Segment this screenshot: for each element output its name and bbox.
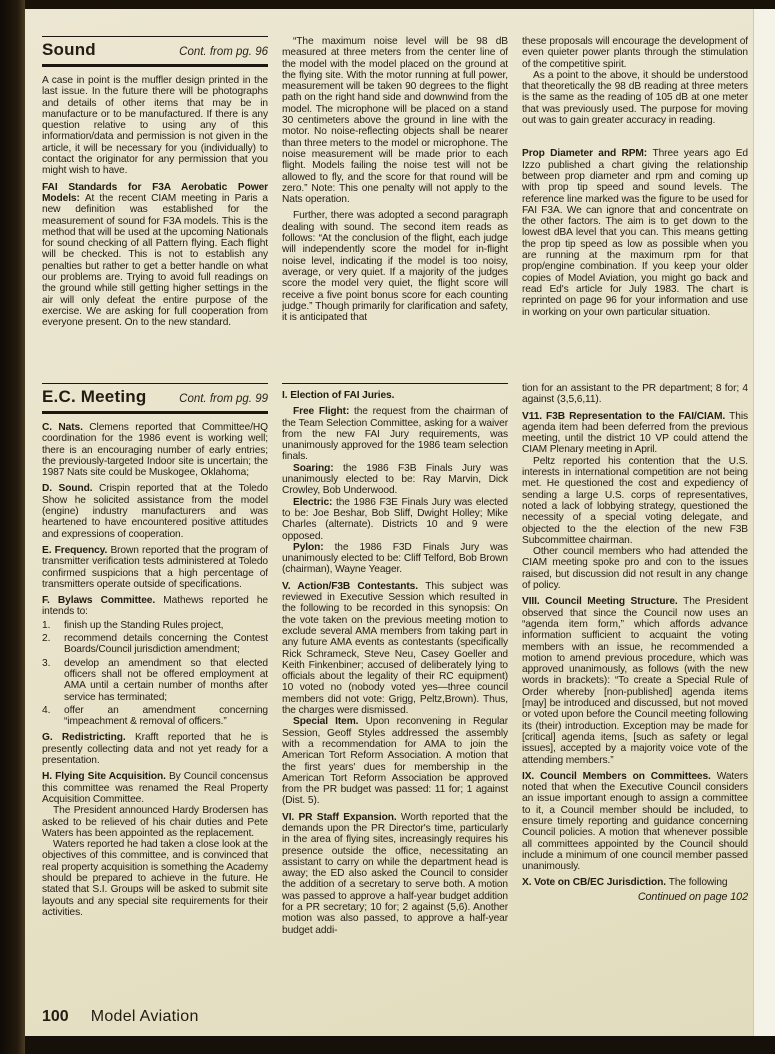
paragraph [282,390,508,401]
paragraph-lead: I. Election of FAI Juries. [282,390,395,401]
section-divider-rule [282,383,508,384]
paragraph-lead: G. Redistricting. [42,732,135,744]
paragraph: D. Sound. Crispin reported that at the Toledo Show he solicited assistance from the model (engine) industry manufacturers and was heartened to have encountered positive attitudes and expressions of cooperation. [42,483,268,540]
paragraph: Pylon: the 1986 F3D Finals Jury was unanimously elected to be: Cliff Telford, Bob Brown (chairman), Wayne Yeager. [282,541,508,576]
paragraph-lead: Electric: [293,496,336,508]
header-rule-bottom [42,64,268,67]
paragraph: “The maximum noise level will be 98 dB measured at three meters from the center line of the model with the model placed on the ground at the flying site. With the motor running at full power, measurement will be taken 90 degrees to the flight path on the right hand side and downwind from the model. The microphone will be placed on a stand 30 centimeters above the ground in line with the motor. No noise-reflecting objects shall be nearer than three meters to the model or microphone. The noise measurement will be made prior to each flight. Models failing the noise test will not be allowed to fly, and the score for that round will be zero.” Note: This one penalty will not apply to the Nats operation. [282,36,508,206]
list-item-number: 3. [42,657,51,669]
section-sound [42,36,748,383]
list-item [42,620,268,631]
magazine-title: Model Aviation [90,1008,199,1025]
paragraph: IX. Council Members on Committees. Waters noted that when the Executive Council considers an issue important enough to assign a committee to it, a Council member should be included, to ensure timely reporting and guidance concerning Council policies. A motion that whenever possible all committees appointed by the Council should include a minimum of one council member passed unanimously. [522,770,748,873]
paragraph: Free Flight: the request from the chairman of the Team Selection Committee, asking for a waiver from the new FAI Jury requirements, was unanimously approved for the 1986 team selection finals. [282,406,508,463]
list-item-text: finish up the Standing Rules project, [64,619,224,631]
paragraph-lead: Pylon: [293,541,335,553]
paragraph: X. Vote on CB/EC Jurisdiction. The following [522,877,728,889]
paragraph: V. Action/F3B Contestants. This subject was reviewed in Executive Session which resulted in the following to be recorded in this synopsis: On the vote taken on the previous meeting motion to exclude several AMA members from taking part in any future AMA events as contestants (specifically Rick Schrameck, Steve Neu, Casey Goeller and Keith Finkenbiner; accused of deliberately lying to officials about the legality of their RC equipment) 10 voted no (nobody voted yes—three council members did not vote: Grigg, Peltz,Brown). Thus, the charges were dismissed. [282,580,508,717]
paragraph-lead: Free Flight: [293,406,354,418]
paragraph-lead: IX. Council Members on Committees. [522,770,717,782]
list-item-number: 1. [42,619,51,631]
section-header-sound [42,36,268,67]
paragraph-lead: C. Nats. [42,422,90,433]
sound-column-3 [522,36,748,383]
section-title: E.C. Meeting [42,387,147,406]
list-item-number: 4. [42,704,51,716]
scan-edge-right [753,9,775,1036]
paragraph: Prop Diameter and RPM: Three years ago Ed Izzo published a chart giving the relationship between prop diameter and rpm and coming up with prop tip speed and sound levels. The reference line marked was the figure to be used for FAI F3A. We can ignore that and concentrate on the other factors. The aim is to get down to the lowest dBA level that you can. This means getting the prop tip speed as low as possible when you are running at the maximum rpm for that prop/engine combination. If you keep your older copies of Model Aviation, you might go back and read Ed's article for July 1983. The chart is reprinted on page 96 for your information and use in working on your own particular situation. [522,148,748,318]
paragraph-lead: FAI Standards for F3A Aerobatic Power Models: [42,181,268,204]
paragraph: tion for an assistant to the PR department; 8 for; 4 against (3,5,6,11). [522,383,748,406]
list-item [42,705,268,728]
sound-column-1 [42,36,268,383]
paragraph: these proposals will encourage the development of even quieter power plants through the stimulation of the competitive spirit. [522,36,748,70]
header-row [42,384,268,411]
list-item-text: offer an amendment concerning “impeachment & removal of officers.” [64,704,268,728]
paragraph: The President announced Hardy Brodersen has asked to be relieved of his chair duties and Pete Waters has been appointed as the replacement. [42,805,268,839]
paragraph-lead: E. Frequency. [42,544,111,556]
paragraph: Further, there was adopted a second paragraph dealing with sound. The second item reads as follows: “At the conclusion of the flight, each judge will independently score the model for in-flight noise level, indicating if the model is too noisy, average, or very quiet. If a majority of the judges score the model very quiet, the flight score will receive a five point bonus score for each counting judge.” Though primarily for clarification and safety, it is anticipated that [282,210,508,324]
section-continuation: Cont. from pg. 96 [179,46,268,58]
paragraph: Waters reported he had taken a close look at the objectives of this committee, and is convinced that real property acquisition is something the Academy should be prepared to achieve in the future. He stated that S.I. Groups will be asked to submit site layouts and any special site requirements for their activities. [42,839,268,918]
scan-edge-top [0,0,775,9]
paragraph-lead: Special Item. [293,716,366,728]
paragraph: Soaring: the 1986 F3B Finals Jury was unanimously elected to be: Ray Marvin, Dick Crowley, Bob Underwood. [282,462,508,497]
paragraph: VIII. Council Meeting Structure. The President observed that since the Council now uses an “agenda item form,” which affords advance information sufficient to acquaint the voting members with an issue, he recommended a motion to amend previous procedure, which was approved unanimously, as follows (with the new words in brackets): “To create a Special Rule of Order whereby [non-published] agenda items [may] be introduced and discussed, but not moved or voted upon before the Council meeting following its (their) introduction. Exception may be made for [critical] agenda items, [such as safety or legal issues], accepted by a majority voice vote of the attending members.” [522,596,748,766]
section-header-ec-meeting [42,383,268,414]
paragraph-lead: V11. F3B Representation to the FAI/CIAM. [522,410,730,422]
list-item-text: recommend details concerning the Contest Boards/Council jurisdiction amendment; [64,633,268,656]
list-item-text: develop an amendment so that elected officers shall not be offered employment at AMA until a certain number of months after service has terminated; [64,657,268,703]
ec-meeting-column-1 [42,383,268,1010]
paragraph: Special Item. Upon reconvening in Regular Session, Geoff Styles addressed the assembly with a recommendation for AMA to join the American Tort Reform Association. A motion that the first years' dues for membership in the American Tort Reform Association be approved from the PR budget was passed: 11 for; 1 against (Dist. 5). [282,716,508,807]
paragraph: G. Redistricting. Krafft reported that he is presently collecting data and not yet ready for a presentation. [42,732,268,767]
paragraph: Other council members who had attended the CIAM meeting spoke pro and con to the issues raised, but discussion did not result in any change of policy. [522,546,748,592]
list-item [42,658,268,703]
scan-edge-bottom [0,1036,775,1054]
ec-meeting-column-2 [282,383,508,1010]
page-footer [42,1008,199,1026]
section-title: Sound [42,40,96,59]
paragraph: FAI Standards for F3A Aerobatic Power Models: At the recent CIAM meeting in Paris a new definition was established for the measurement of sound for F3A models. This is the method that will be used at the upcoming Nationals for sound checking of all Pattern flying. Each flight will be checked. This is not to establish any penalties but rather to get a better handle on what our problems are. Trying to avoid full readings on the ground while still getting higher settings in the air will only defeat the entire purpose of the exercise. We are asking for full cooperation from everyone present. On to the new standard. [42,181,268,329]
paragraph-lead: H. Flying Site Acquisition. [42,771,169,783]
paragraph: Peltz reported his contention that the U.S. interests in international competition are not being met. He questioned the cost and expediency of sending a large U.S. corps of representatives, noted a lack of lobbying strategy, questioned the necessity of a special voting delegate, and objected to the the election of the new F3B Subcommittee chairman. [522,455,748,546]
scan-edge-left [0,0,25,1054]
paragraph-lead: D. Sound. [42,483,100,495]
paragraph: A case in point is the muffler design printed in the last issue. In the future there will be photographs and details of other items that may be in manufacture or to be manufactured. If there is any question relative to using any of this information/data and permission is not given in the article, it will be necessary for you (individually) to contact the originator for any permission that you might wish to have. [42,75,268,177]
ec-meeting-column-3 [522,383,748,1010]
paragraph-lead: Soaring: [293,462,343,474]
paragraph-lead: VIII. Council Meeting Structure. [522,596,684,608]
paragraph: E. Frequency. Brown reported that the program of transmitter verification tests administered at Toledo confirmed suspicions that a high percentage of transmitters operate outside of specifications. [42,544,268,590]
sound-column-2 [282,36,508,383]
paragraph: As a point to the above, it should be understood that theoretically the 98 dB reading at three meters is the same as the reading of 105 dB at one meter that was previously used. The purpose for moving out was to gain greater accuracy in reading. [522,69,748,127]
page-number: 100 [42,1008,69,1025]
paragraph: H. Flying Site Acquisition. By Council concensus this committee was renamed the Real Property Acquisition Committee. [42,771,268,805]
paragraph-lead: VI. PR Staff Expansion. [282,811,401,823]
paragraph: VI. PR Staff Expansion. Worth reported that the demands upon the PR Director's time, particularly in the area of flying sites, increasingly requires his presence outside the office, necessitating an assistant to carry on while the department head is away; the ED also asked the Council to consider the addition of a secretary to serve both. A motion was passed to approve a half-year budget addition for a PR secretary; 10 for; 2 against (5,6). Another motion was also passed, to approve a half-year budget addi- [282,811,508,936]
header-rule-bottom [42,411,268,414]
header-row [42,37,268,64]
paragraph: V11. F3B Representation to the FAI/CIAM. This agenda item had been deferred from the previous meeting, until the district 10 VP could attend the CIAM Plenary meeting in April. [522,410,748,456]
paragraph: F. Bylaws Committee. Mathews reported he intends to: [42,595,268,618]
list-item-number: 2. [42,633,51,645]
paragraph-lead: F. Bylaws Committee. [42,595,164,607]
paragraph-lead: V. Action/F3B Contestants. [282,580,426,592]
continued-note: Continued on page 102 [637,890,748,903]
section-ec-meeting [42,383,748,1010]
list-item [42,633,268,656]
paragraph: C. Nats. Clemens reported that Committee/HQ coordination for the 1986 event is working well; there is an encouraging number of early entries; the previously-targeted Indoor site is uncertain; the 1987 Nats site could be Muskogee, Oklahoma; [42,422,268,479]
paragraph-lead: X. Vote on CB/EC Jurisdiction. [522,877,669,889]
section-continuation: Cont. from pg. 99 [179,393,268,405]
paragraph-lead: Prop Diameter and RPM: [522,148,653,160]
paragraph: Electric: the 1986 F3E Finals Jury was elected to be: Joe Beshar, Bob Sliff, Dwight Holley; Mike Charles (alternate). Districts 10 and 9 were opposed. [282,496,508,542]
